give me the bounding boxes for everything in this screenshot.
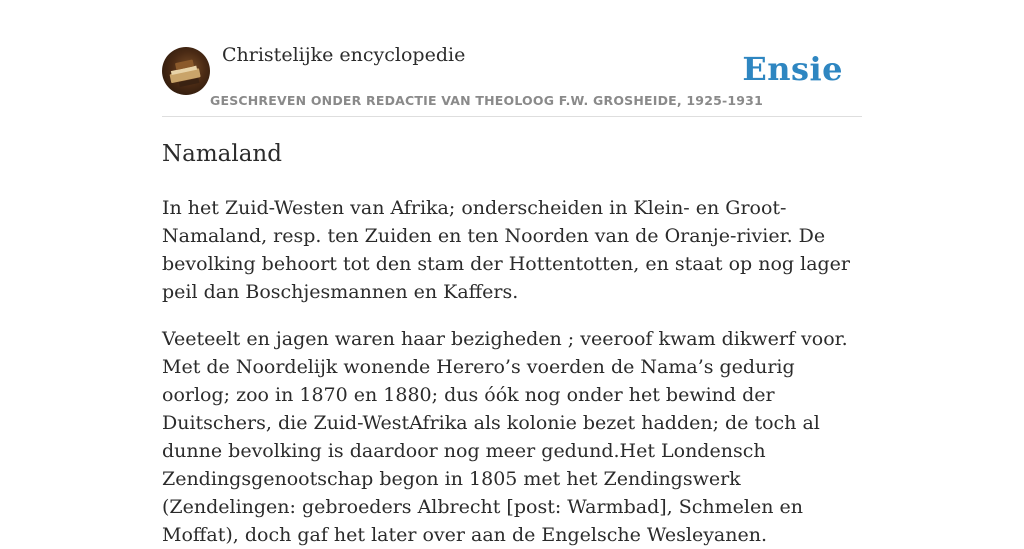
site-subtitle: GESCHREVEN ONDER REDACTIE VAN THEOLOOG F.W. GROSHEIDE, 1925-1931 [210, 93, 763, 108]
article-paragraph: Veeteelt en jagen waren haar bezigheden ; veeroof kwam dikwerf voor. Met de Noordelijk wonende Herero’s voerden de Nama’s gedurig oorlog; zoo in 1870 en 1880; dus óók nog onder het bewind der Duitschers, die Zuid-WestAfrika als kolonie bezet hadden; de toch al dunne bevolking is daardoor nog meer gedund.Het Londensch Zendingsgenootschap begon in 1805 met het Zendingswerk (Zendelingen: gebroeders Albrecht [post: Warmbad], Schmelen en Moffat), doch gaf het later over aan de Engelsche Wesleyanen. [162, 328, 848, 546]
brand-logo[interactable]: Ensie [742, 50, 843, 88]
book-icon [162, 47, 210, 95]
encyclopedia-avatar[interactable] [162, 47, 210, 95]
article [162, 138, 862, 549]
article-paragraph: In het Zuid-Westen van Afrika; onderscheiden in Klein- en Groot-Namaland, resp. ten Zuiden en ten Noorden van de Oranje-rivier. De bevolking behoort tot den stam der Hottentotten, en staat op nog lager peil dan Boschjesmannen en Kaffers. [162, 197, 851, 303]
site-title[interactable]: Christelijke encyclopedie [222, 44, 466, 66]
site-header [162, 0, 862, 117]
article-title: Namaland [162, 141, 282, 167]
